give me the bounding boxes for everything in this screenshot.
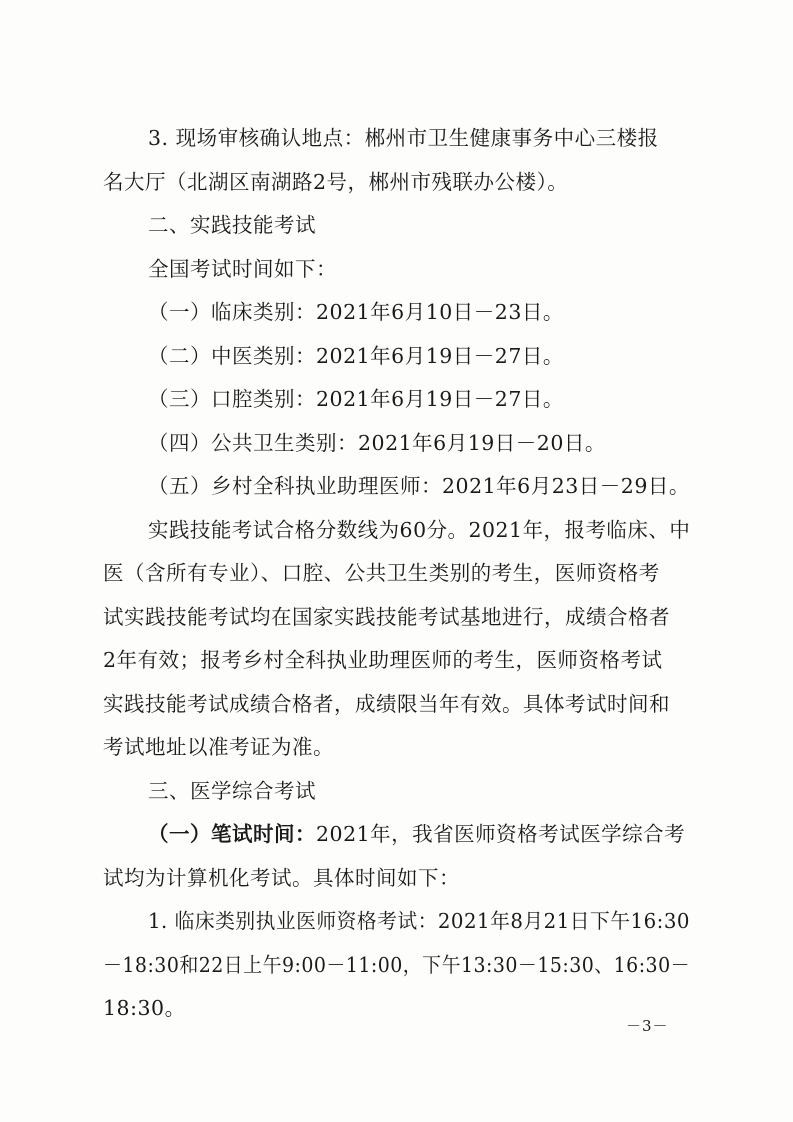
text-line: 实践技能考试合格分数线为60分。2021年，报考临床、中 xyxy=(148,518,691,542)
list-item: （五）乡村全科执业助理医师：2021年6月23日－29日。 xyxy=(148,474,690,498)
text-line: 实践技能考试成绩合格者，成绩限当年有效。具体考试时间和 xyxy=(103,692,670,716)
text-line: 医（含所有专业）、口腔、公共卫生类别的考生，医师资格考 xyxy=(103,561,660,585)
section-heading: 二、实践技能考试 xyxy=(148,213,316,237)
text-line: 2年有效；报考乡村全科执业助理医师的考生，医师资格考试 xyxy=(103,648,663,672)
text-line: －18:30和22日上午9:00－11:00，下午13:30－15:30、16:30－ xyxy=(103,953,691,977)
text-line xyxy=(148,824,685,845)
page-number: －3－ xyxy=(626,1017,669,1035)
text-line: 试实践技能考试均在国家实践技能考试基地进行，成绩合格者 xyxy=(103,605,670,629)
written-exam-text: 2021年，我省医师资格考试医学综合考 xyxy=(316,822,686,846)
section-heading: 三、医学综合考试 xyxy=(148,779,316,803)
list-item: （四）公共卫生类别：2021年6月19日－20日。 xyxy=(148,431,606,455)
text-line: 全国考试时间如下： xyxy=(148,257,337,281)
list-item: （一）临床类别：2021年6月10日－23日。 xyxy=(148,300,564,324)
text-line: 3. 现场审核确认地点：郴州市卫生健康事务中心三楼报 xyxy=(148,126,659,150)
written-exam-label: （一）笔试时间： xyxy=(148,822,316,846)
list-item: （三）口腔类别：2021年6月19日－27日。 xyxy=(148,387,564,411)
list-item: （二）中医类别：2021年6月19日－27日。 xyxy=(148,344,564,368)
list-item: 1. 临床类别执业医师资格考试：2021年8月21日下午16:30 xyxy=(148,909,690,933)
text-line: 18:30。 xyxy=(103,996,186,1020)
text-line: 考试地址以准考证为准。 xyxy=(103,735,334,759)
text-line: 试均为计算机化考试。具体时间如下： xyxy=(103,866,460,890)
text-line: 名大厅（北湖区南湖路2号，郴州市残联办公楼）。 xyxy=(103,170,569,194)
